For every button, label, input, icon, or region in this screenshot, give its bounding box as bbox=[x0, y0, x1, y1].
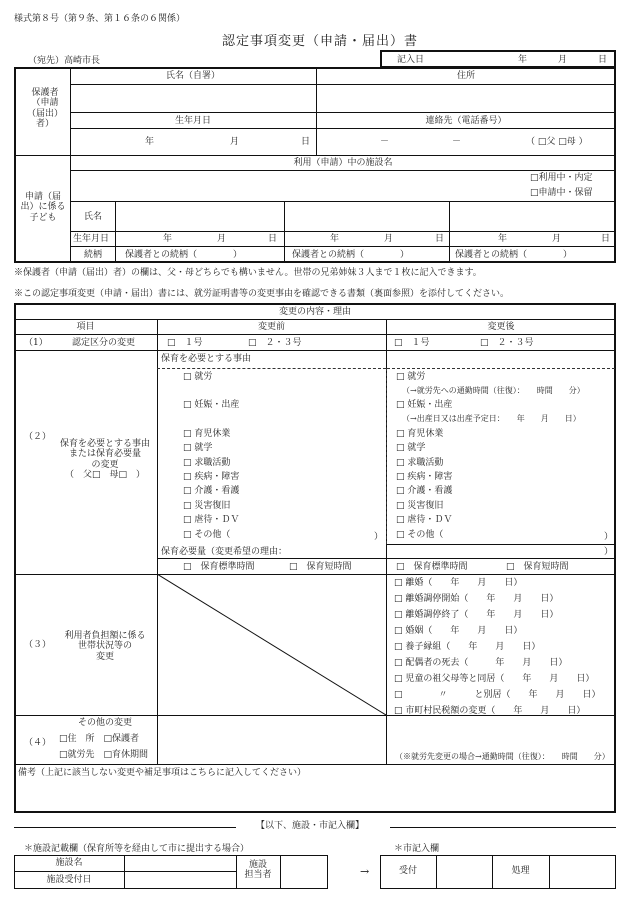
after-other-close: ） bbox=[604, 532, 614, 542]
entry-month: 月 bbox=[558, 55, 568, 65]
after-reason-11[interactable]: □ その他（ bbox=[396, 530, 444, 540]
phone-dash-2: － bbox=[452, 137, 462, 147]
form-number: 様式第８号（第９条、第１６条の６関係） bbox=[14, 14, 186, 24]
before-reason-9[interactable]: □ その他（ bbox=[183, 530, 231, 540]
before-reason-2[interactable]: □ 育児休業 bbox=[183, 429, 231, 439]
household-item-0[interactable]: □ 離婚（ 年 月 日） bbox=[394, 578, 523, 588]
row3-label: 利用者負担額に係る 世帯状況等の 変更 bbox=[64, 631, 146, 662]
after-short-time[interactable]: □ 保育短時間 bbox=[506, 562, 569, 572]
row4-options-1[interactable]: □住 所 □保護者 bbox=[59, 734, 140, 744]
child2-relation: 保護者との続柄（ ） bbox=[292, 250, 410, 260]
status-applying[interactable]: □申請中・保留 bbox=[530, 188, 593, 198]
guardian-birth-year: 年 bbox=[145, 137, 155, 147]
child3-birth-year: 年 bbox=[498, 234, 508, 244]
child1-relation: 保護者との続柄（ ） bbox=[125, 250, 243, 260]
guardian-birth-month: 月 bbox=[230, 137, 240, 147]
after-reason-5[interactable]: □ 就学 bbox=[396, 443, 426, 453]
before-class-1[interactable]: □ １号 bbox=[167, 338, 203, 348]
before-reason-0[interactable]: □ 就労 bbox=[183, 372, 213, 382]
city-receipt-label: 受付 bbox=[398, 866, 417, 876]
after-standard-time[interactable]: □ 保育標準時間 bbox=[396, 562, 468, 572]
household-item-3[interactable]: □ 婚姻（ 年 月 日） bbox=[394, 626, 523, 636]
facility-staff-label: 施設 担当者 bbox=[244, 860, 272, 881]
child-birth-header: 生年月日 bbox=[73, 234, 110, 244]
before-standard-time[interactable]: □ 保育標準時間 bbox=[183, 562, 255, 572]
page-title: 認定事項変更（申請・届出）書 bbox=[222, 34, 419, 49]
diagonal-strike bbox=[157, 574, 386, 715]
row2-label: 保育を必要とする事由 または保育必要量 の変更 （ 父□ 母□ ） bbox=[59, 439, 150, 481]
child2-birth-month: 月 bbox=[384, 234, 394, 244]
household-item-5[interactable]: □ 配偶者の死去（ 年 月 日） bbox=[394, 658, 568, 668]
note-1: ※保護者（申請（届出）者）の欄は、父・母どちらでも構いません。世帯の兄弟姉妹３人まで１枚に記入できます。 bbox=[14, 268, 482, 278]
after-reason-6[interactable]: □ 求職活動 bbox=[396, 458, 444, 468]
after-reason-0[interactable]: □ 就労 bbox=[396, 372, 426, 382]
before-reason-6[interactable]: □ 介護・看護 bbox=[183, 486, 240, 496]
after-reason-7[interactable]: □ 疾病・障害 bbox=[396, 472, 453, 482]
child3-birth-month: 月 bbox=[552, 234, 562, 244]
facility-date-label: 施設受付日 bbox=[46, 875, 92, 885]
entry-day: 日 bbox=[598, 55, 608, 65]
before-reason-4[interactable]: □ 求職活動 bbox=[183, 458, 231, 468]
before-reason-1[interactable]: □ 妊娠・出産 bbox=[183, 400, 240, 410]
child1-birth-month: 月 bbox=[217, 234, 227, 244]
guardian-label: 保護者 （申請 （届出） 者） bbox=[26, 88, 63, 130]
facility-section-header: ＊施設記載欄（保育所等を経由して市に提出する場合） bbox=[24, 844, 250, 854]
before-class-23[interactable]: □ ２・３号 bbox=[248, 338, 302, 348]
household-item-7[interactable]: □ 〃 と別居（ 年 月 日） bbox=[394, 690, 601, 700]
before-reason-7[interactable]: □ 災害復旧 bbox=[183, 501, 231, 511]
row2-number: （２） bbox=[24, 432, 52, 442]
household-item-6[interactable]: □ 児童の祖父母等と同居（ 年 月 日） bbox=[394, 674, 595, 684]
household-item-8[interactable]: □ 市町村民税額の変更（ 年 月 日） bbox=[394, 706, 586, 716]
guardian-birth-day: 日 bbox=[301, 137, 311, 147]
footer-divider: 【以下、施設・市記入欄】 bbox=[256, 821, 365, 831]
row4-number: （４） bbox=[24, 738, 52, 748]
after-reason-9[interactable]: □ 災害復旧 bbox=[396, 501, 444, 511]
city-section-header: ＊市記入欄 bbox=[394, 844, 440, 854]
after-header: 変更後 bbox=[487, 322, 515, 332]
before-reason-8[interactable]: □ 虐待・ＤＶ bbox=[183, 515, 240, 525]
status-using[interactable]: □利用中・内定 bbox=[530, 173, 593, 183]
child1-birth-year: 年 bbox=[163, 234, 173, 244]
child1-birth-day: 日 bbox=[268, 234, 278, 244]
household-item-4[interactable]: □ 養子縁組（ 年 月 日） bbox=[394, 642, 541, 652]
arrow-icon: → bbox=[360, 865, 370, 878]
child3-relation: 保護者との続柄（ ） bbox=[455, 250, 573, 260]
child-relation-header: 続柄 bbox=[84, 250, 103, 260]
facility-header: 利用（申請）中の施設名 bbox=[293, 158, 393, 168]
child-label: 申請（届 出）に係る 子ども bbox=[20, 192, 66, 223]
row1-label: 認定区分の変更 bbox=[72, 338, 136, 348]
item-header: 項目 bbox=[76, 322, 95, 332]
after-reason-8[interactable]: □ 介護・看護 bbox=[396, 486, 453, 496]
row4-options-2[interactable]: □就労先 □育休期間 bbox=[59, 750, 149, 760]
before-reason-5[interactable]: □ 疾病・障害 bbox=[183, 472, 240, 482]
before-header: 変更前 bbox=[257, 322, 285, 332]
row3-number: （３） bbox=[24, 640, 52, 650]
amount-close: ） bbox=[604, 547, 614, 557]
after-class-23[interactable]: □ ２・３号 bbox=[480, 338, 534, 348]
after-reason-1: （→就労先への通勤時間（往復）： 時間 分） bbox=[402, 386, 585, 395]
guardian-name-header: 氏名（自署） bbox=[165, 71, 220, 81]
note-2: ※この認定事項変更（申請・届出）書には、就労証明書等の変更事由を確認できる書類（裏面参照）を添付してください。 bbox=[14, 289, 510, 299]
before-short-time[interactable]: □ 保育短時間 bbox=[289, 562, 352, 572]
guardian-relation[interactable]: （ □父 □母 ） bbox=[526, 137, 588, 147]
row4-commute-note: （※就労先変更の場合→通勤時間（往復）： 時間 分） bbox=[395, 752, 610, 761]
after-reason-4[interactable]: □ 育児休業 bbox=[396, 429, 444, 439]
entry-year: 年 bbox=[518, 55, 528, 65]
before-other-close: ） bbox=[374, 532, 384, 542]
guardian-address-header: 住所 bbox=[456, 71, 475, 81]
child2-birth-year: 年 bbox=[330, 234, 340, 244]
household-item-2[interactable]: □ 離婚調停終了（ 年 月 日） bbox=[394, 610, 559, 620]
entry-date-label: 記入日 bbox=[397, 55, 425, 65]
after-reason-3: （→出産日又は出産予定日： 年 月 日） bbox=[402, 414, 581, 423]
amount-header: 保育必要量（変更希望の理由： bbox=[161, 547, 288, 557]
after-class-1[interactable]: □ １号 bbox=[394, 338, 430, 348]
addressee: （宛先）高崎市長 bbox=[28, 56, 101, 66]
city-process-label: 処理 bbox=[511, 866, 530, 876]
guardian-contact-header: 連絡先（電話番号） bbox=[425, 116, 507, 126]
changes-header: 変更の内容・理由 bbox=[278, 307, 351, 317]
after-reason-2[interactable]: □ 妊娠・出産 bbox=[396, 400, 453, 410]
reason-header: 保育を必要とする事由 bbox=[161, 354, 252, 364]
household-item-1[interactable]: □ 離婚調停開始（ 年 月 日） bbox=[394, 594, 559, 604]
facility-name-label: 施設名 bbox=[55, 858, 83, 868]
guardian-birth-header: 生年月日 bbox=[174, 116, 211, 126]
child2-birth-day: 日 bbox=[435, 234, 445, 244]
row4-label: その他の変更 bbox=[78, 718, 133, 728]
phone-dash-1: － bbox=[380, 137, 390, 147]
row1-number: （1） bbox=[24, 338, 48, 348]
child-name-header: 氏名 bbox=[84, 212, 103, 222]
remarks-label: 備考（上記に該当しない変更や補足事項はこちらに記入してください） bbox=[18, 768, 307, 778]
after-reason-10[interactable]: □ 虐待・ＤＶ bbox=[396, 515, 453, 525]
before-reason-3[interactable]: □ 就学 bbox=[183, 443, 213, 453]
child3-birth-day: 日 bbox=[601, 234, 611, 244]
